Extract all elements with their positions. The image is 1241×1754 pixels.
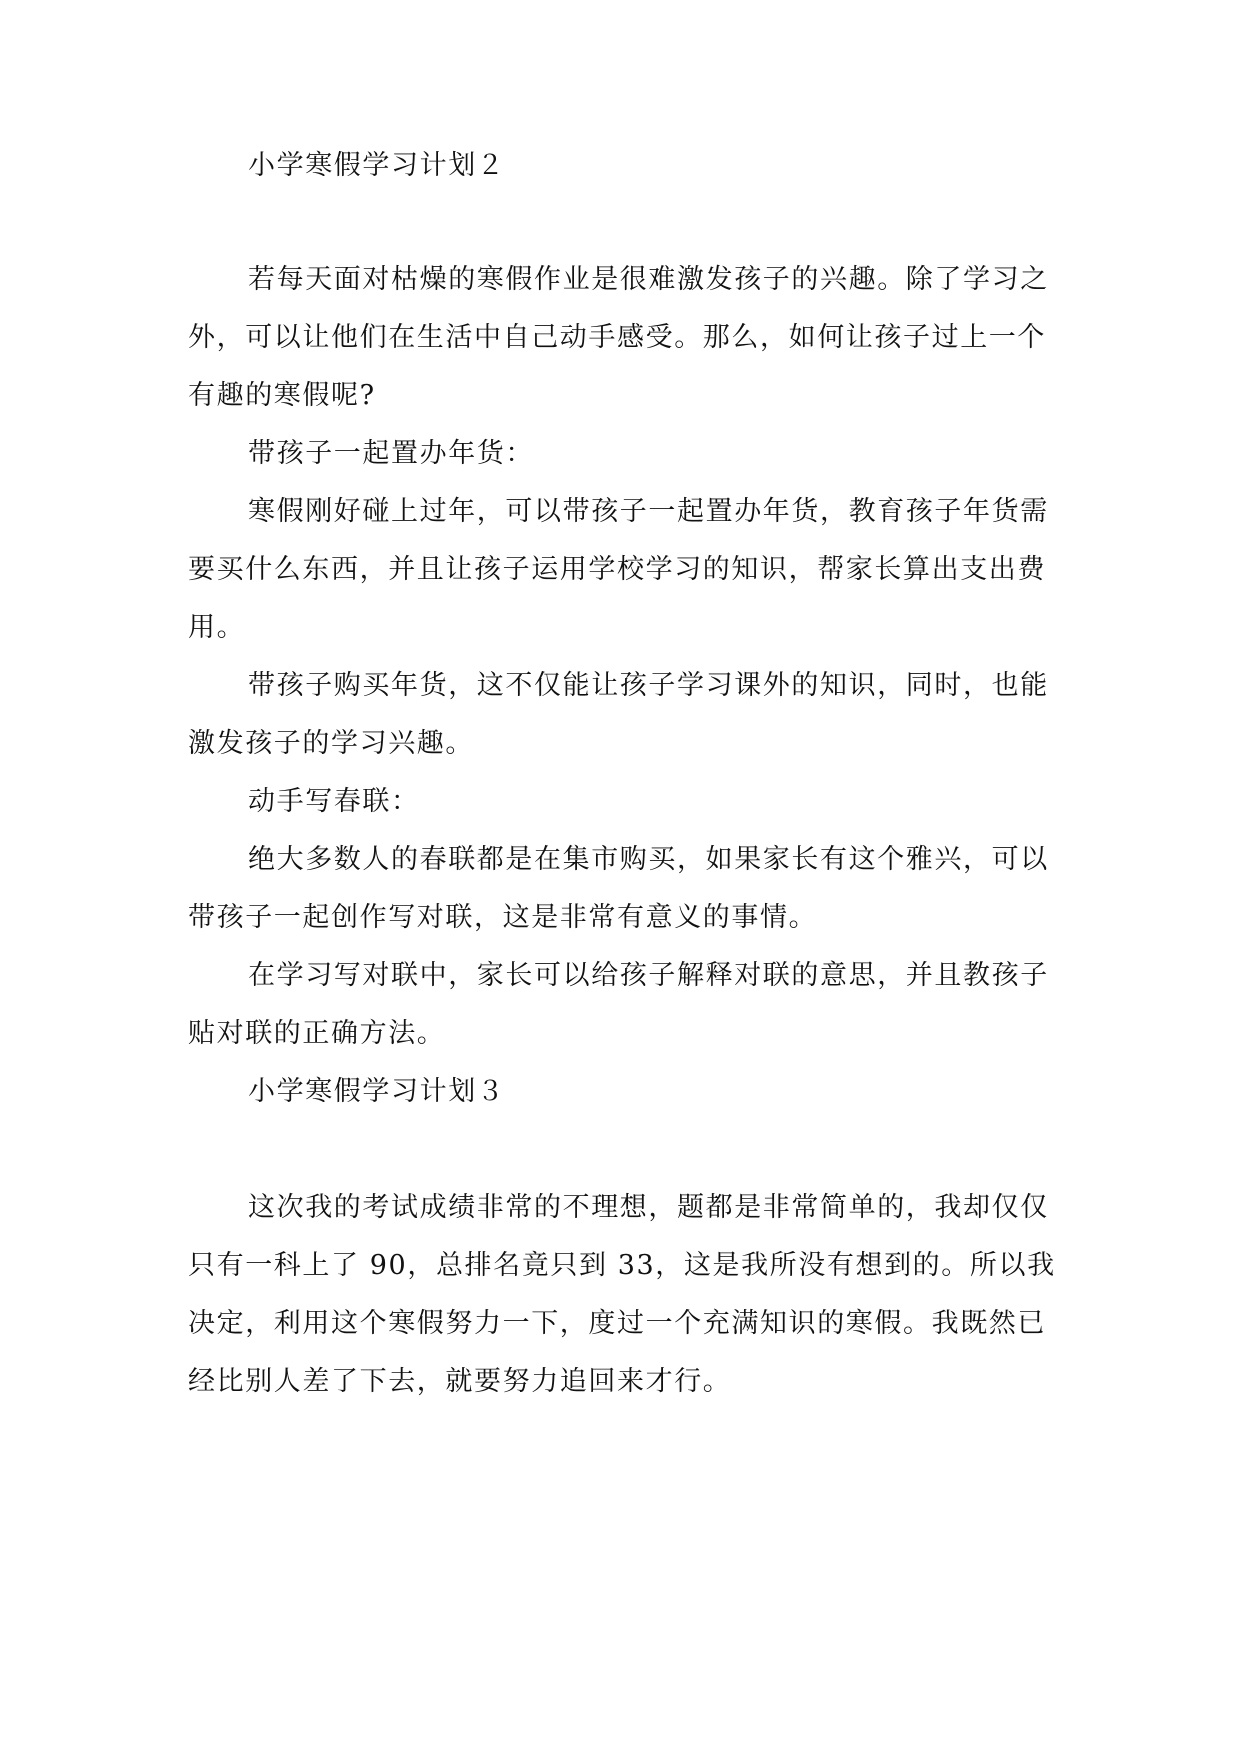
paragraph-line: 这次我的考试成绩非常的不理想，题都是非常简单的，我却仅仅 <box>248 1192 1049 1223</box>
paragraph-line: 激发孩子的学习兴趣。 <box>188 728 474 759</box>
paragraph-line: 贴对联的正确方法。 <box>188 1018 446 1049</box>
paragraph-line: 寒假刚好碰上过年，可以带孩子一起置办年货，教育孩子年货需 <box>248 496 1049 527</box>
paragraph-line: 只有一科上了 90，总排名竟只到 33，这是我所没有想到的。所以我 <box>188 1250 1056 1281</box>
section-heading-plan-3: 小学寒假学习计划３ <box>248 1076 506 1107</box>
paragraph-line: 带孩子购买年货，这不仅能让孩子学习课外的知识，同时，也能 <box>248 670 1049 701</box>
paragraph-line: 在学习写对联中，家长可以给孩子解释对联的意思，并且教孩子 <box>248 960 1049 991</box>
paragraph-line: 若每天面对枯燥的寒假作业是很难激发孩子的兴趣。除了学习之 <box>248 264 1049 295</box>
paragraph-line: 经比别人差了下去，就要努力追回来才行。 <box>188 1366 732 1397</box>
paragraph-line: 有趣的寒假呢? <box>188 380 376 411</box>
paragraph-line: 绝大多数人的春联都是在集市购买，如果家长有这个雅兴，可以 <box>248 844 1049 875</box>
paragraph-line: 外，可以让他们在生活中自己动手感受。那么，如何让孩子过上一个 <box>188 322 1046 353</box>
paragraph-line: 带孩子一起创作写对联，这是非常有意义的事情。 <box>188 902 818 933</box>
paragraph-line: 要买什么东西，并且让孩子运用学校学习的知识，帮家长算出支出费 <box>188 554 1046 585</box>
subheading-spring-couplets: 动手写春联： <box>248 786 420 817</box>
section-heading-plan-2: 小学寒假学习计划２ <box>248 150 506 181</box>
paragraph-line: 决定，利用这个寒假努力一下，度过一个充满知识的寒假。我既然已 <box>188 1308 1046 1339</box>
subheading-new-year-goods: 带孩子一起置办年货： <box>248 438 534 469</box>
paragraph-line: 用。 <box>188 612 246 643</box>
